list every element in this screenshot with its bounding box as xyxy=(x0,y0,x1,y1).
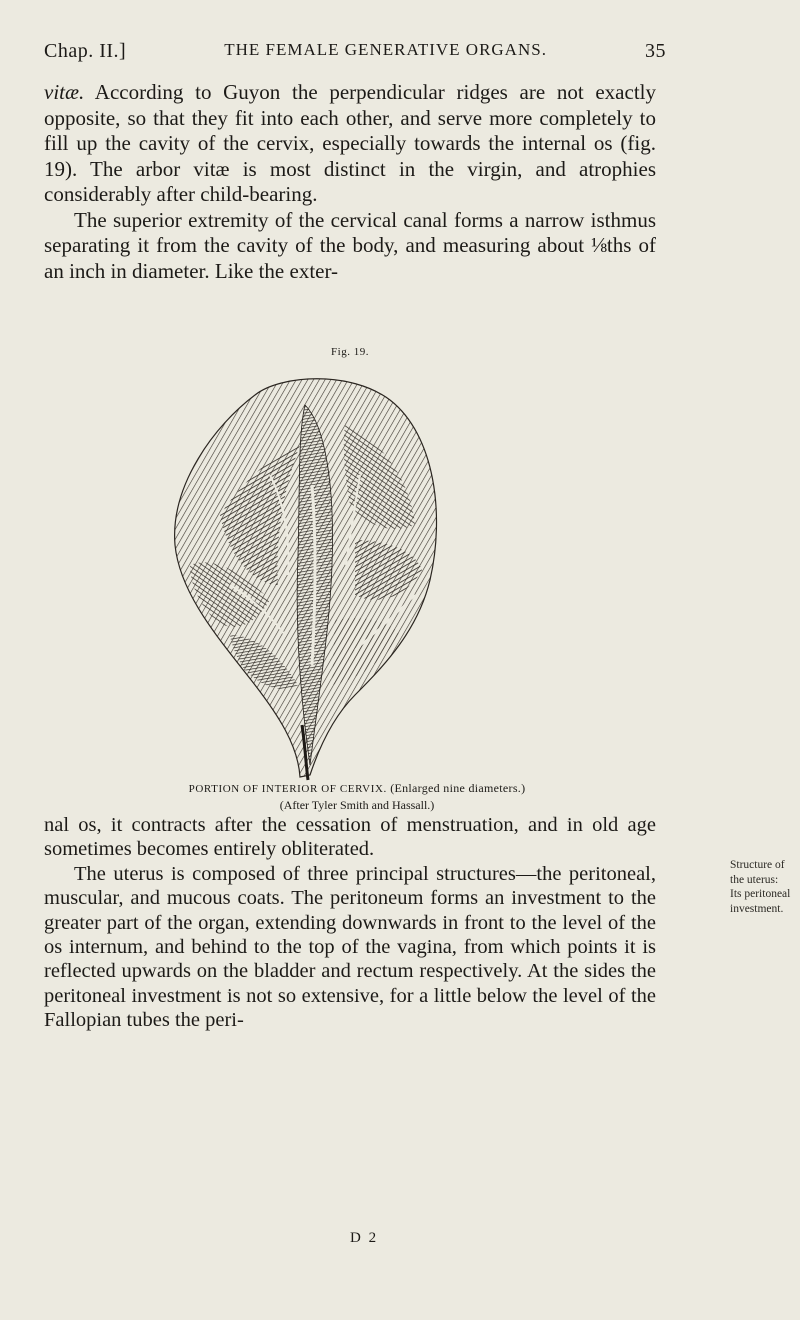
text-block-bottom xyxy=(44,813,656,1033)
page-title: THE FEMALE GENERATIVE ORGANS. xyxy=(224,40,547,59)
paragraph-os: nal os, it contracts after the cessation of menstruation, and in old age sometimes becomes entirely obliterated. xyxy=(44,814,656,861)
page-number: 35 xyxy=(644,40,666,62)
paragraph-text: According to Guyon the perpendicular ridges are not exactly opposite, so that they fit into each other, and serve more completely to fill up the cavity of the cervix, especially towards the internal os (fig. 19). The arbor vitæ is most distinct in the virgin, and atrophies considerably after child-bearing. xyxy=(44,80,656,206)
cervix-engraving xyxy=(160,365,540,785)
chapter-label: Chap. II.] xyxy=(44,40,127,62)
text-block-top xyxy=(44,80,656,284)
italic-word: vitæ. xyxy=(44,80,85,104)
figure-label: Fig. 19. xyxy=(331,346,369,358)
cervix-illustration xyxy=(160,365,540,785)
signature-mark: D 2 xyxy=(350,1230,379,1246)
running-head xyxy=(44,40,666,63)
figure-caption xyxy=(12,780,702,798)
paragraph-arbor-vitae xyxy=(44,80,656,208)
caption-title: PORTION OF INTERIOR OF CERVIX. xyxy=(188,783,387,795)
figure-credit: (After Tyler Smith and Hassall.) xyxy=(279,798,435,812)
caption-note: (Enlarged nine diameters.) xyxy=(386,781,526,795)
margin-note: Structure of the uterus: Its peritoneal investment. xyxy=(730,859,791,915)
paragraph-isthmus: The superior extremity of the cervical canal forms a narrow isthmus separating it from the cavity of the body, and measuring about ⅛ths of an inch in diameter. Like the exter- xyxy=(44,207,656,283)
paragraph-uterus-structure: The uterus is composed of three principal structures—the peritoneal, muscular, and mucous coats. The peritoneum forms an investment to the greater part of the organ, extending downwards in front to the level of the os internum, and behind to the top of the vagina, from which points it is reflected upwards on the bladder and rectum respectively. At the sides the peritoneal investment is not so extensive, for a little below the level of the Fallopian tubes the peri- xyxy=(44,862,656,1032)
